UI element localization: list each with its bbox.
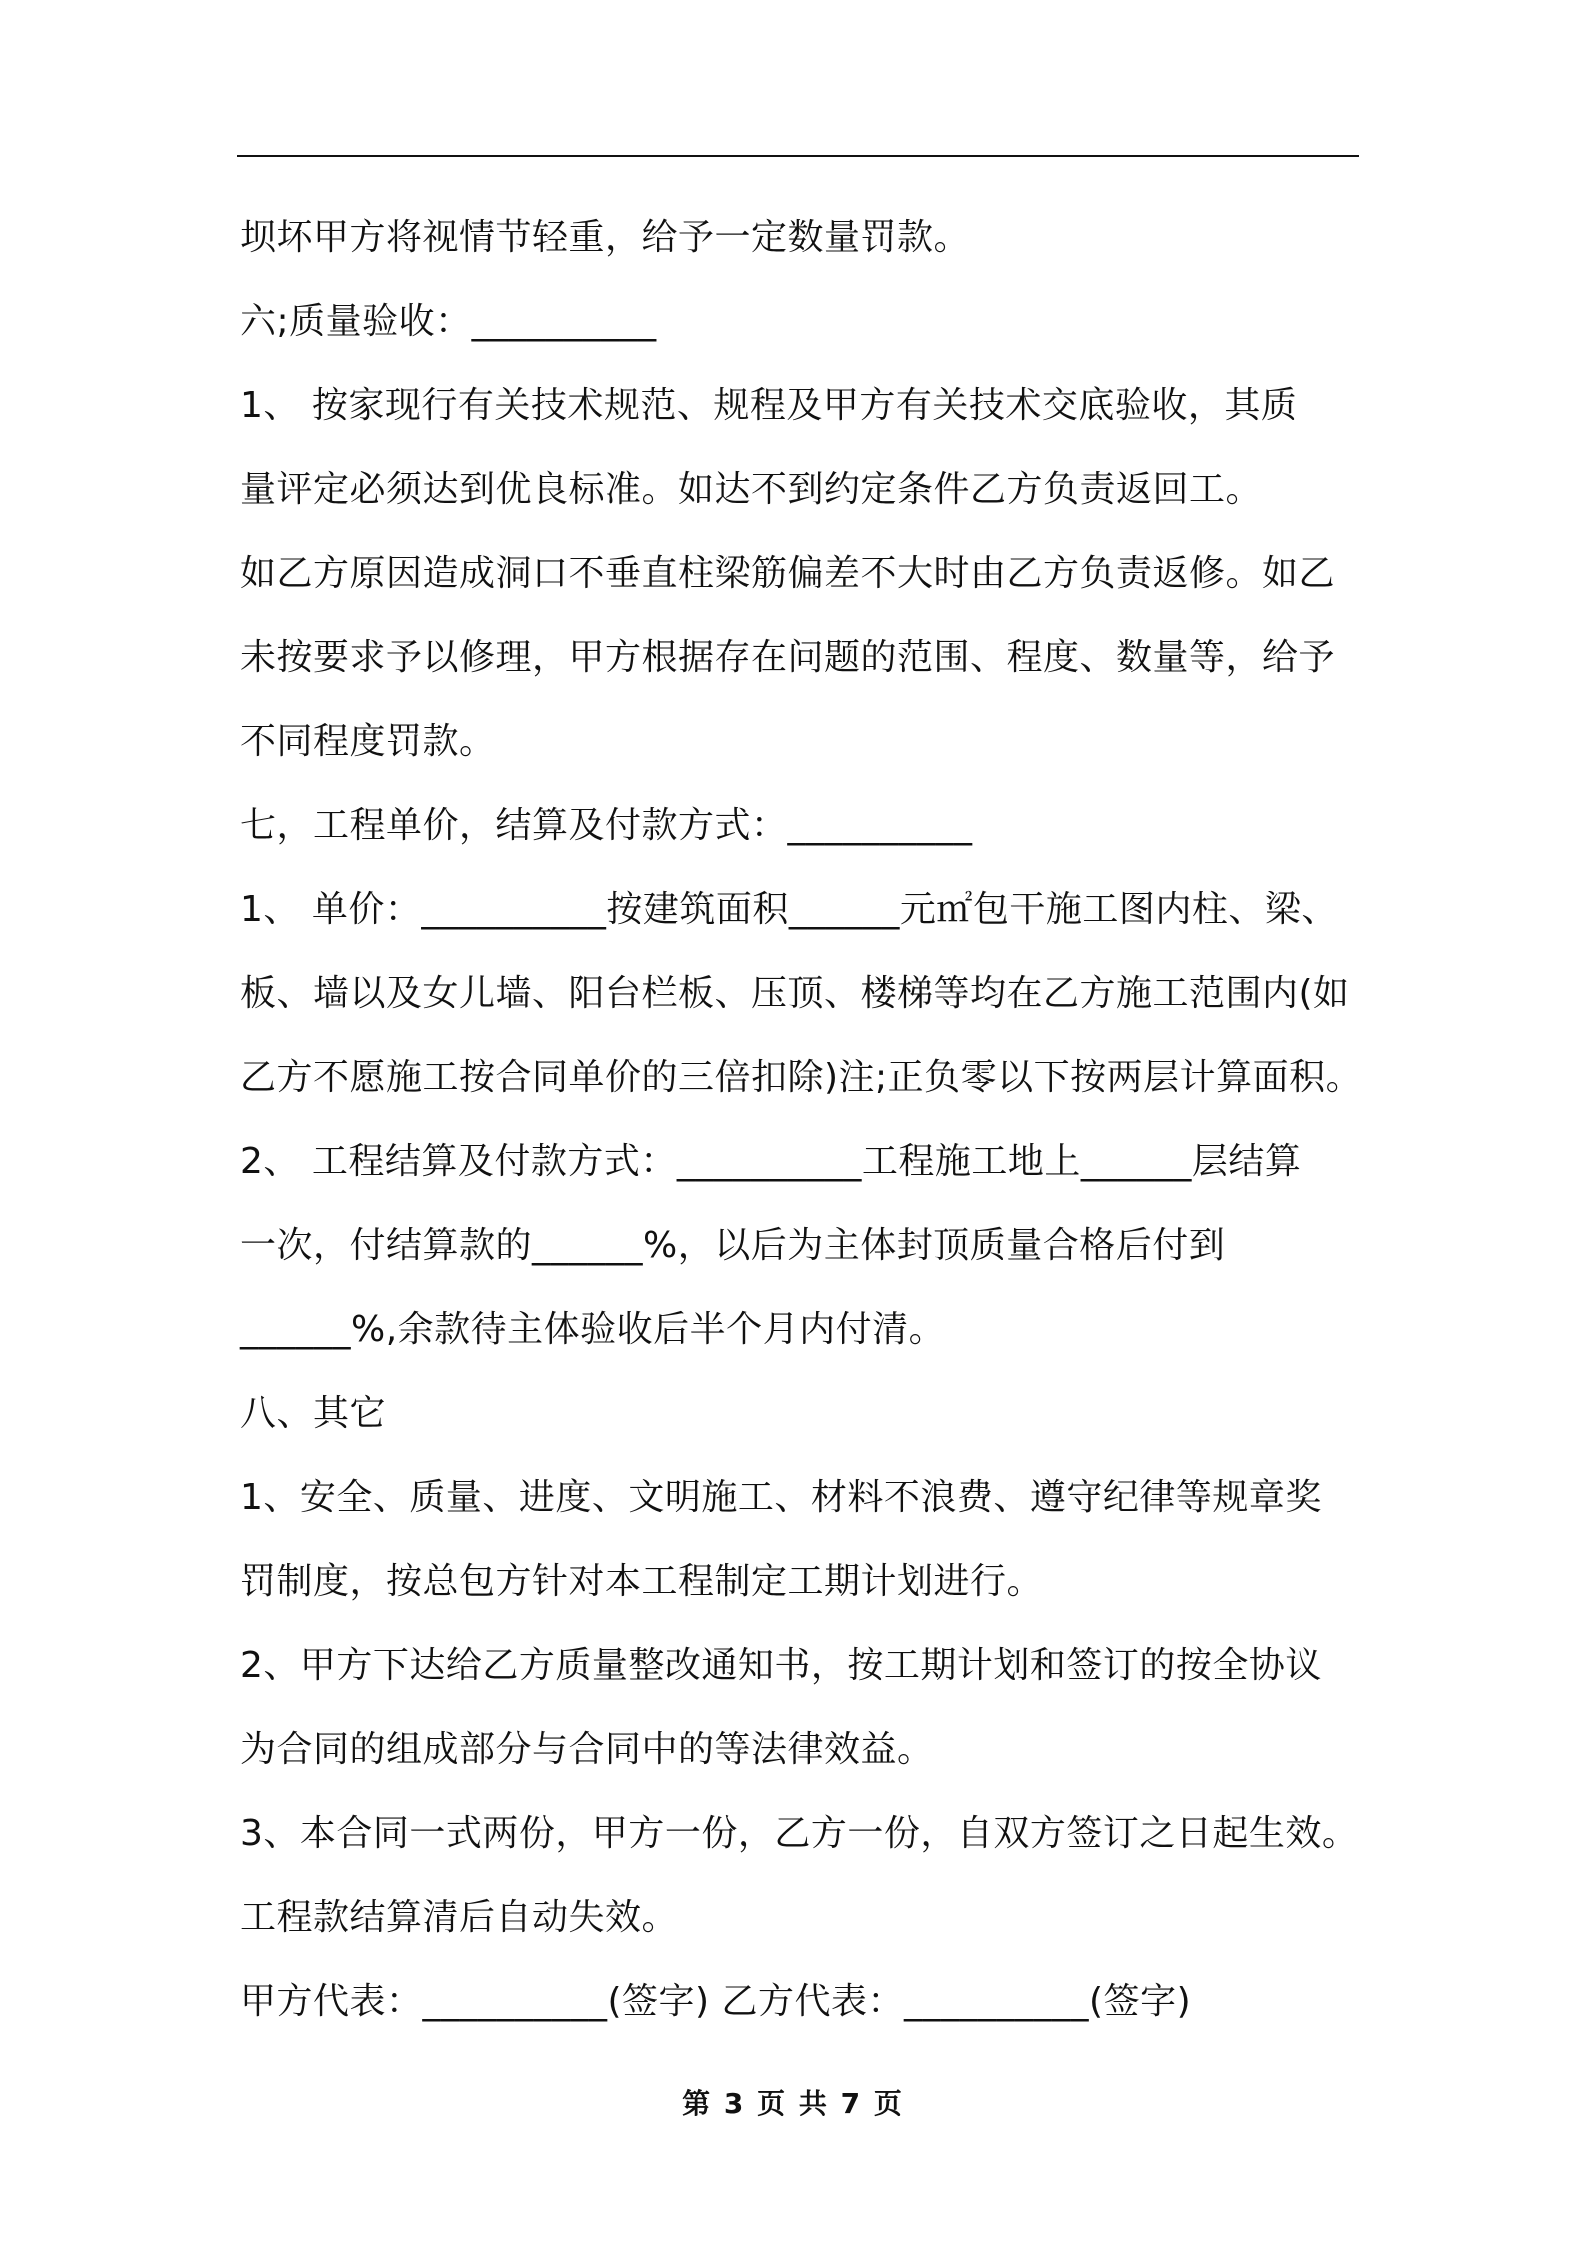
text-line: 罚制度，按总包方针对本工程制定工期计划进行。 [240,1561,1044,1602]
text-line: 未按要求予以修理，甲方根据存在问题的范围、程度、数量等，给予 [240,637,1336,678]
text-line: 工程款结算清后自动失效。 [240,1897,679,1938]
page-number: 第 3 页 共 7 页 [682,2087,904,2120]
text-line: 1、 单价：__________按建筑面积______元㎡包干施工图内柱、梁、 [240,889,1338,930]
text-line: 1、 按家现行有关技术规范、规程及甲方有关技术交底验收，其质 [240,385,1298,426]
text-line: 板、墙以及女儿墙、阳台栏板、压顶、楼梯等均在乙方施工范围内(如 [240,973,1350,1014]
text-line: 乙方不愿施工按合同单价的三倍扣除)注;正负零以下按两层计算面积。 [240,1057,1363,1098]
section-heading-other: 八、其它 [240,1393,387,1434]
text-line: 2、甲方下达给乙方质量整改通知书，按工期计划和签订的按全协议 [240,1645,1322,1686]
text-line: 2、 工程结算及付款方式：__________工程施工地上______层结算 [240,1141,1302,1182]
text-line: 为合同的组成部分与合同中的等法律效益。 [240,1729,934,1770]
text-line: 如乙方原因造成洞口不垂直柱梁筋偏差不大时由乙方负责返修。如乙 [240,553,1336,594]
section-heading-unit-price: 七，工程单价，结算及付款方式：__________ [240,805,973,846]
text-line: 3、本合同一式两份，甲方一份，乙方一份，自双方签订之日起生效。 [240,1813,1359,1854]
text-line: 1、安全、质量、进度、文明施工、材料不浪费、遵守纪律等规章奖 [240,1477,1322,1518]
text-line: 不同程度罚款。 [240,721,496,762]
text-line: 坝坏甲方将视情节轻重，给予一定数量罚款。 [240,217,971,258]
header-rule [237,155,1359,157]
text-line: 量评定必须达到优良标准。如达不到约定条件乙方负责返回工。 [240,469,1263,510]
text-line: ______%,余款待主体验收后半个月内付清。 [240,1309,946,1350]
section-heading-quality-acceptance: 六;质量验收：__________ [240,301,657,342]
signature-line: 甲方代表：__________(签字) 乙方代表：__________(签字) [240,1981,1192,2022]
text-line: 一次，付结算款的______%，以后为主体封顶质量合格后付到 [240,1225,1226,1266]
